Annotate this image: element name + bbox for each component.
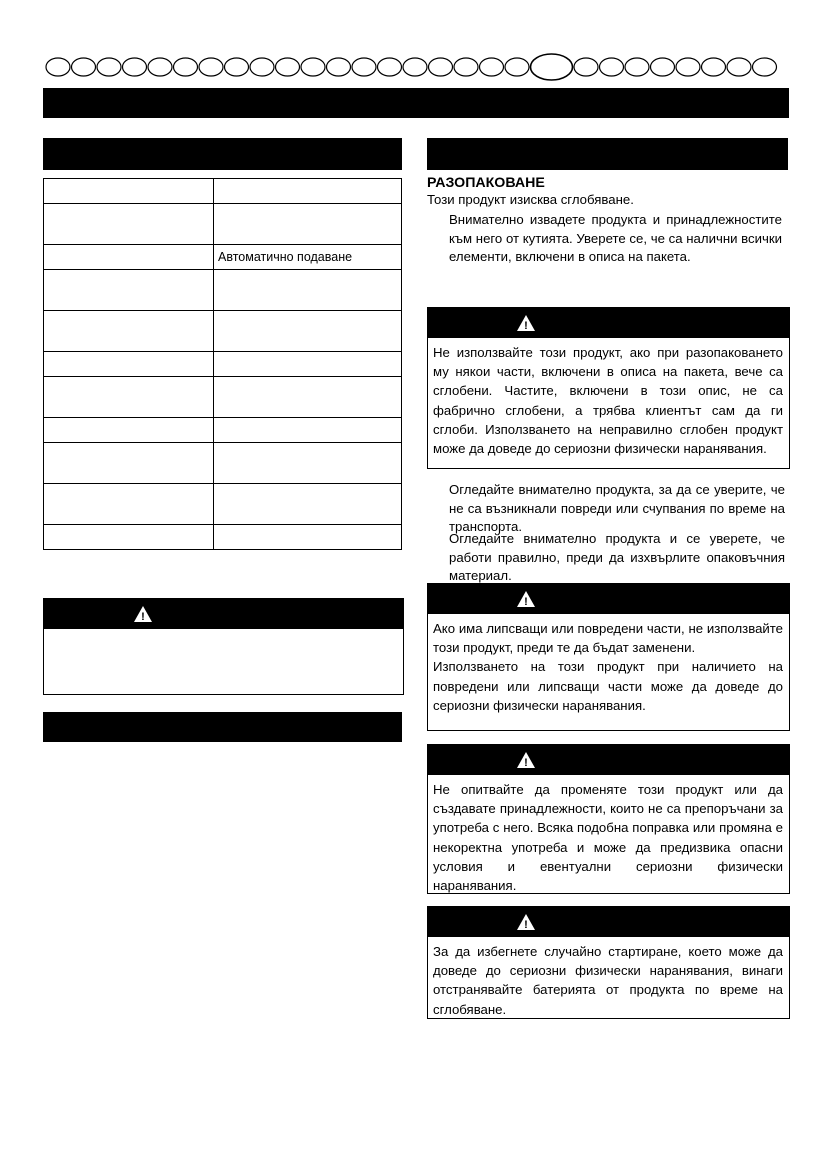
language-oval (301, 58, 325, 76)
svg-text:!: ! (524, 596, 528, 608)
spec-row (44, 245, 402, 270)
svg-text:!: ! (524, 757, 528, 769)
warning-box-1 (427, 307, 790, 469)
unpack-step-1: Внимателно извадете продукта и принадлежностите към него от кутията. Уверете се, че са налични всички елементи, включени в описа на пакета. (449, 212, 782, 264)
spec-value (214, 377, 402, 418)
spec-label (44, 245, 214, 270)
language-oval (429, 58, 453, 76)
language-oval (72, 58, 96, 76)
warning-2-text: Ако има липсващи или повредени части, не използвайте този продукт, преди те да бъдат заменени. Използването на този продукт при наличието на повредени или липсващи части може да доведе до сериозни физически наранявания. (433, 621, 783, 713)
warning-3-text: Не опитвайте да променяте този продукт или да създавате принадлежности, които не са препоръчани за употреба с него. Всяка подобна поправка или промяна е некоректна употреба и може да предизвика опасни условия и евентуални сериозни физически наранявания. (433, 782, 783, 894)
spec-row (44, 204, 402, 245)
spec-value (214, 179, 402, 204)
spec-row (44, 311, 402, 352)
language-oval (625, 58, 649, 76)
spec-value (214, 484, 402, 525)
language-oval (378, 58, 402, 76)
specifications-header-bar (43, 138, 402, 170)
spec-label (44, 204, 214, 245)
language-oval (123, 58, 147, 76)
spec-row (44, 484, 402, 525)
language-oval (174, 58, 198, 76)
unpacking-heading: РАЗОПАКОВАНЕ (427, 175, 545, 191)
warning-header (428, 584, 789, 614)
spec-row (44, 443, 402, 484)
section-header-bar-left (43, 712, 402, 742)
warning-box-4 (427, 906, 790, 1019)
assembly-header-bar (427, 138, 788, 170)
language-oval (352, 58, 376, 76)
warning-triangle-icon (516, 913, 536, 931)
specifications-table (43, 178, 402, 550)
spec-row (44, 270, 402, 311)
language-oval (454, 58, 478, 76)
spec-label (44, 525, 214, 550)
spec-value (214, 270, 402, 311)
warning-4-text: За да избегнете случайно стартиране, което може да доведе до сериозни физически наранявания, винаги отстранявайте батерията от продукта по време на сглобяване. (433, 944, 783, 1017)
language-oval (753, 58, 777, 76)
language-oval (480, 58, 504, 76)
warning-box-3 (427, 744, 790, 894)
spec-label (44, 179, 214, 204)
language-oval (327, 58, 351, 76)
language-oval (276, 58, 300, 76)
svg-text:!: ! (524, 320, 528, 332)
language-oval (505, 58, 529, 76)
unpack-step-3: Огледайте внимателно продукта и се уверете, че работи правилно, преди да изхвърлите опаковъчния материал. (449, 531, 785, 583)
warning-header (428, 308, 789, 338)
page-header-bar (43, 88, 789, 118)
unpack-step-2: Огледайте внимателно продукта, за да се уверите, че не са възникнали повреди или счупвания по време на транспорта. (449, 482, 785, 534)
language-oval (225, 58, 249, 76)
warning-triangle-icon (516, 590, 536, 608)
language-oval (46, 58, 70, 76)
language-oval (148, 58, 172, 76)
warning-triangle-icon (516, 751, 536, 769)
warning-triangle-icon (516, 314, 536, 332)
spec-value (214, 311, 402, 352)
warning-box-2 (427, 583, 790, 731)
spec-row (44, 525, 402, 550)
language-oval (250, 58, 274, 76)
svg-text:!: ! (524, 919, 528, 931)
language-selector-strip (45, 52, 785, 82)
spec-row (44, 352, 402, 377)
language-oval-active (531, 54, 573, 80)
spec-value (214, 418, 402, 443)
language-oval (403, 58, 427, 76)
spec-row (44, 377, 402, 418)
warning-1-text: Не използвайте този продукт, ако при разопаковането му някои части, включени в описа на пакета, вече са сглобени. Частите, включени в този опис, не са фабрично сглобени, а трябва клиентът сам да ги сглоби. Използването на неправилно сглобен продукт може да доведе до сериозни физически наранявания. (433, 345, 783, 457)
spec-label (44, 443, 214, 484)
warning-header (428, 745, 789, 775)
warning-header (44, 599, 403, 629)
spec-value (214, 525, 402, 550)
spec-value: Автоматично подаване (214, 245, 402, 270)
language-oval (651, 58, 675, 76)
language-oval (600, 58, 624, 76)
language-oval (199, 58, 223, 76)
spec-value (214, 443, 402, 484)
language-oval (97, 58, 121, 76)
spec-label (44, 484, 214, 525)
spec-label (44, 418, 214, 443)
spec-label (44, 352, 214, 377)
spec-row (44, 418, 402, 443)
spec-label (44, 377, 214, 418)
assembly-intro-text: Този продукт изисква сглобяване. (427, 192, 634, 207)
language-oval (702, 58, 726, 76)
warning-triangle-icon (133, 605, 153, 623)
language-oval (727, 58, 751, 76)
spec-value (214, 204, 402, 245)
spec-label (44, 311, 214, 352)
spec-row (44, 179, 402, 204)
svg-text:!: ! (141, 611, 145, 623)
language-oval (676, 58, 700, 76)
spec-label (44, 270, 214, 311)
spec-value (214, 352, 402, 377)
warning-header (428, 907, 789, 937)
language-oval (574, 58, 598, 76)
warning-box-left (43, 598, 404, 695)
